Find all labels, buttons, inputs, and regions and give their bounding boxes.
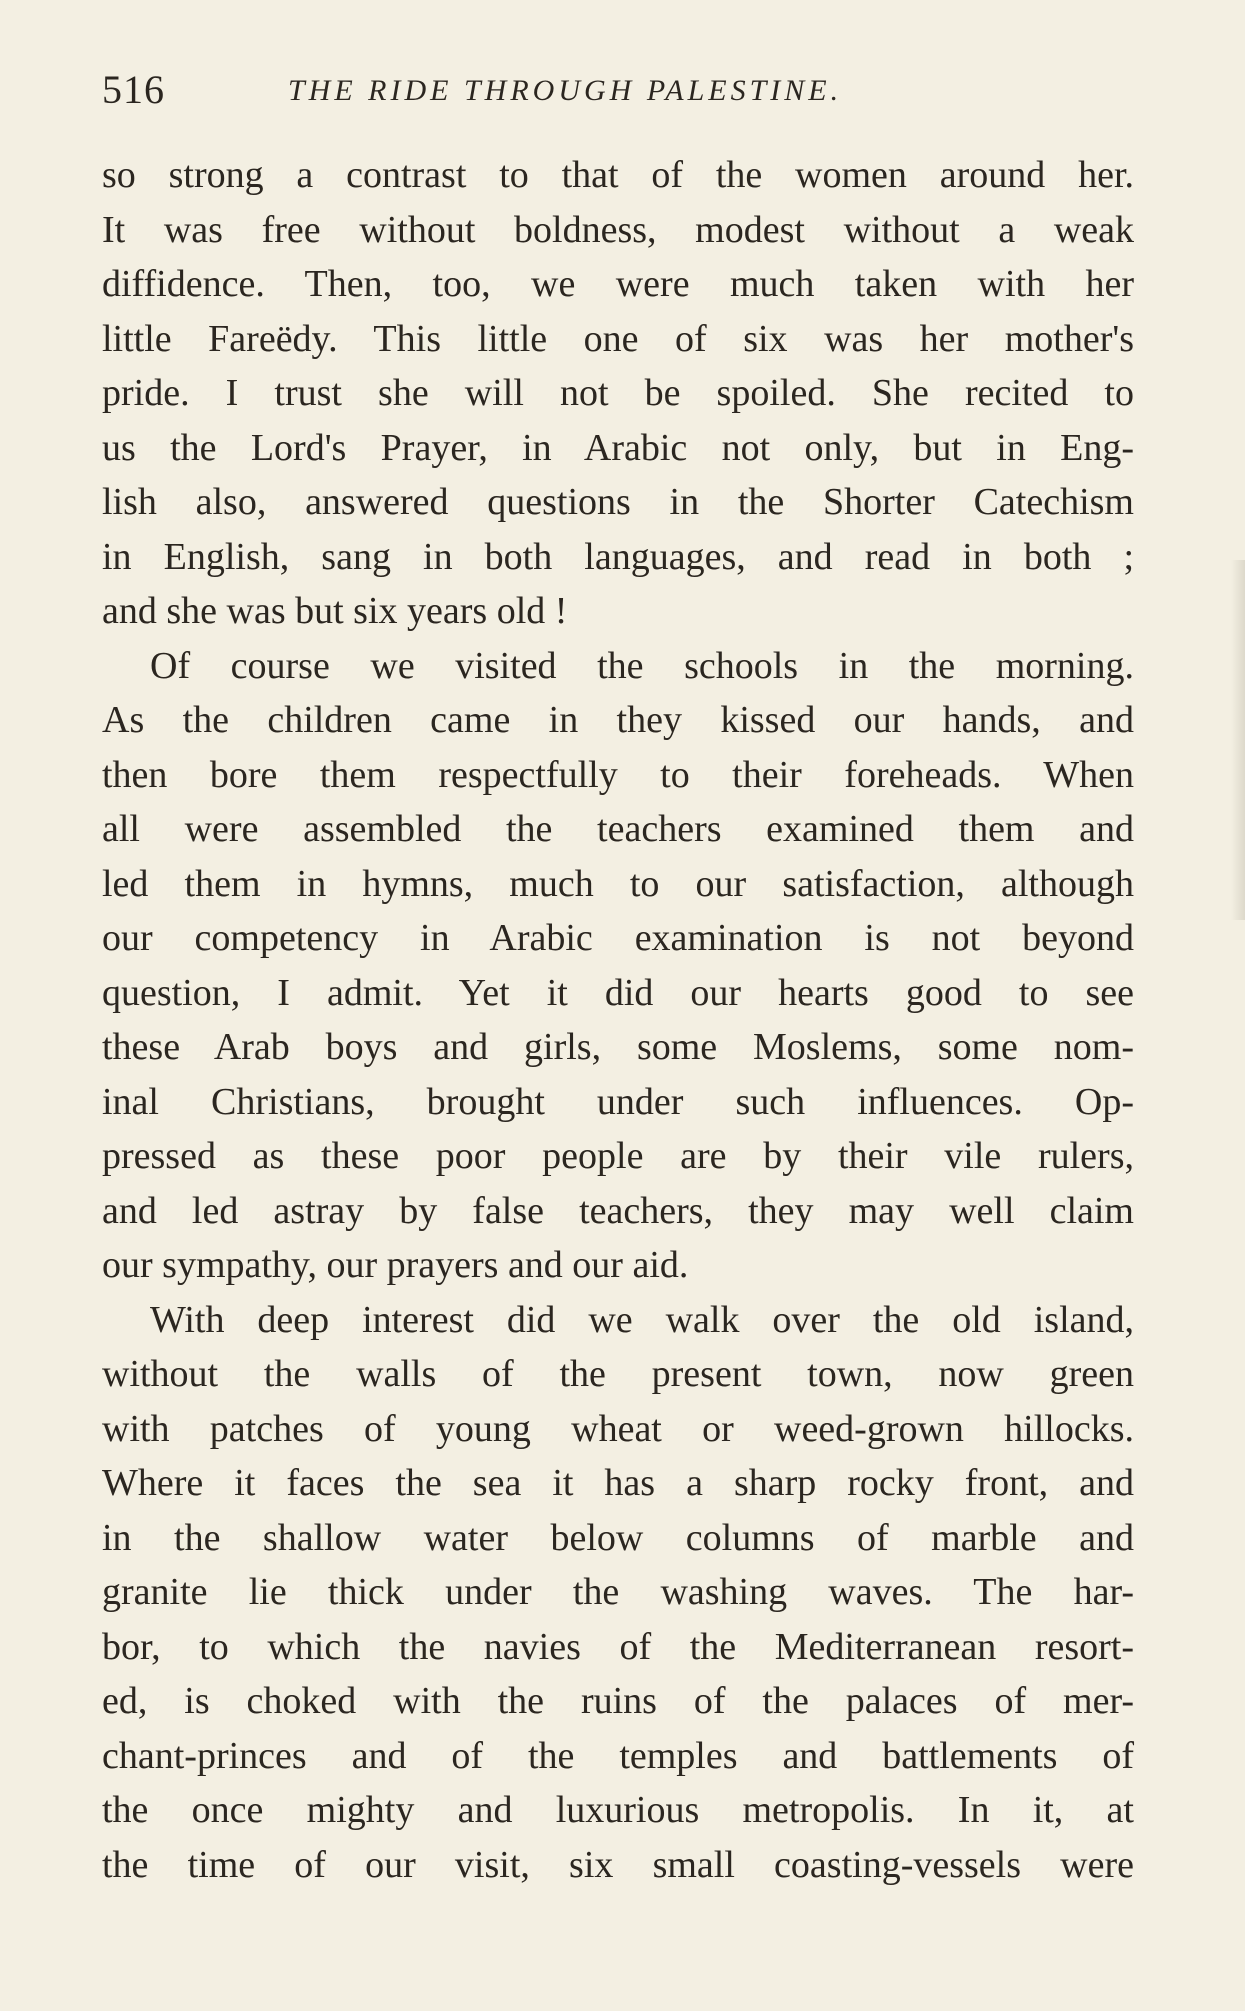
text-line: and she was but six years old ! [102, 590, 568, 632]
text-line: so strong a contrast to that of the women around her. [102, 154, 1134, 196]
text-line: in the shallow water below columns of marble and [102, 1516, 1134, 1559]
text-line: in English, sang in both languages, and read in both ; [102, 535, 1134, 578]
text-line: our sympathy, our prayers and our aid. [102, 1244, 689, 1286]
text-line: our competency in Arabic examination is not beyond [102, 917, 1134, 959]
text-line: then bore them respectfully to their foreheads. When [102, 753, 1134, 796]
body-text [102, 148, 1134, 1892]
text-line: inal Christians, brought under such influences. Op- [102, 1080, 1134, 1123]
text-line: Of course we visited the schools in the morning. [150, 644, 1134, 687]
text-line: the time of our visit, six small coasting-vessels were [102, 1843, 1134, 1886]
text-line: the once mighty and luxurious metropolis. In it, at [102, 1789, 1134, 1831]
text-line: diffidence. Then, too, we were much taken with her [102, 263, 1134, 305]
text-line: these Arab boys and girls, some Moslems, some nom- [102, 1026, 1134, 1068]
text-line: lish also, answered questions in the Shorter Catechism [102, 481, 1134, 523]
text-line: with patches of young wheat or weed-grown hillocks. [102, 1407, 1134, 1450]
text-line: all were assembled the teachers examined them and [102, 808, 1134, 850]
text-line: led them in hymns, much to our satisfaction, although [102, 862, 1134, 905]
text-line: It was free without boldness, modest without a weak [102, 208, 1134, 251]
text-line: without the walls of the present town, now green [102, 1353, 1134, 1395]
running-title: THE RIDE THROUGH PALESTINE. [288, 74, 843, 107]
page-edge-shadow [1231, 560, 1245, 920]
text-line: pride. I trust she will not be spoiled. She recited to [102, 372, 1134, 414]
text-line: us the Lord's Prayer, in Arabic not only, but in Eng- [102, 426, 1134, 469]
text-line: Where it faces the sea it has a sharp rocky front, and [102, 1462, 1134, 1504]
text-line: pressed as these poor people are by their vile rulers, [102, 1135, 1134, 1177]
text-line: ed, is choked with the ruins of the palaces of mer- [102, 1680, 1134, 1722]
text-line: As the children came in they kissed our hands, and [102, 699, 1134, 741]
text-line: question, I admit. Yet it did our hearts good to see [102, 971, 1134, 1014]
text-line: granite lie thick under the washing waves. The har- [102, 1571, 1134, 1613]
text-line: and led astray by false teachers, they may well claim [102, 1189, 1134, 1232]
text-line: chant-princes and of the temples and battlements of [102, 1734, 1134, 1777]
text-line: bor, to which the navies of the Mediterranean resort- [102, 1625, 1134, 1668]
page-number: 516 [102, 67, 165, 112]
running-head [102, 66, 1142, 126]
text-line: With deep interest did we walk over the old island, [150, 1298, 1134, 1341]
text-line: little Fareëdy. This little one of six was her mother's [102, 317, 1134, 360]
